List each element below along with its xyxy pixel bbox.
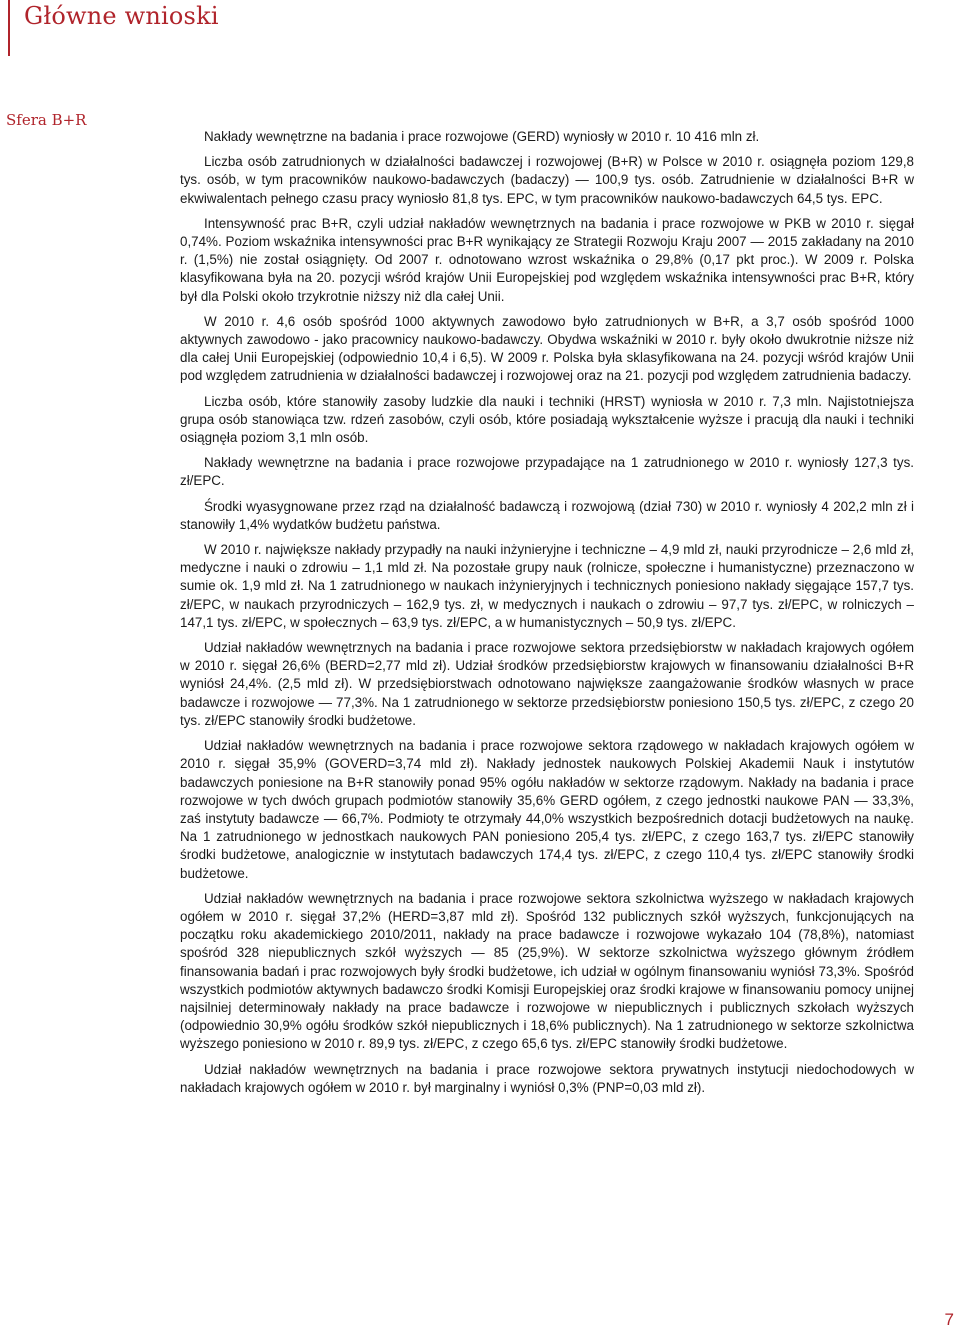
page-number: 7 <box>944 1310 954 1329</box>
body-text <box>180 128 914 1104</box>
header-rule <box>8 0 10 56</box>
paragraph-government-funds: Środki wyasygnowane przez rząd na działalność badawczą i rozwojową (dział 730) w 2010 r. wyniosły 4 202,2 mln zł i stanowiły 1,4% wydatków budżetu państwa. <box>180 498 914 532</box>
paragraph-hrst: Liczba osób, które stanowiły zasoby ludzkie dla nauki i techniki (HRST) wyniosła w 2010 r. 7,3 mln. Najistotniejsza grupa osób stanowiąca tzw. rdzeń zasobów, czyli osób, które posiadają wykształcenie wyższe i pracują dla nauki i techniki osiągnęła poziom 3,1 mln osób. <box>180 393 914 446</box>
paragraph-government-sector: Udział nakładów wewnętrznych na badania i prace rozwojowe sektora rządowego w nakładach krajowych ogółem w 2010 r. sięgał 35,9% (GOVERD=3,74 mld zł). Nakłady jednostek naukowych Polskiej Akademii Nauk i instytutów badawczych poniesione na B+R stanowiły ponad 95% ogółu nakładów w sektorze rządowym. Nakłady na badania i prace rozwojowe w tych dwóch grupach podmiotów stanowiły 35,6% GERD ogółem, z czego jednostki naukowe PAN — 33,3%, zaś instytuty badawcze — 66,7%. Podmioty te otrzymały 44,0% wszystkich bezpośrednich dotacji budżetowych na naukę. Na 1 zatrudnionego w jednostkach naukowych PAN poniesiono 205,4 tys. zł/EPC, z czego 163,7 tys. zł/EPC stanowiły środki budżetowe, analogicznie w instytutach badawczych 174,4 tys. zł/EPC, z czego 110,4 tys. zł/EPC stanowiły środki budżetowe. <box>180 738 914 881</box>
paragraph-employment: Liczba osób zatrudnionych w działalności badawczej i rozwojowej (B+R) w Polsce w 2010 r. osiągnęła poziom 129,8 tys. osób, w tym pracowników naukowo-badawczych (badaczy) — 100,9 tys. osób. Zatrudnienie w działalności B+R w ekwiwalentach pełnego czasu pracy wyniosło 81,8 tys. EPC, w tym pracowników naukowo-badawczych 64,5 tys. EPC. <box>180 154 914 206</box>
paragraph-intensity: Intensywność prac B+R, czyli udział nakładów wewnętrznych na badania i prace rozwojowe w PKB w 2010 r. sięgał 0,74%. Poziom wskaźnika intensywności prac B+R wynikający ze Strategii Rozwoju Kraju 2007 — 2015 zakładany na 2010 r. (1,5%) nie został osiągnięty. Od 2007 r. odnotowano wzrost wskaźnika o 29,8% (0,17 pkt proc.). W 2009 r. Polska klasyfikowana była na 20. pozycji wśród krajów Unii Europejskiej pod względem wskaźnika intensywności prac B+R, który był dla Polski około trzykrotnie niższy niż dla całej Unii. <box>180 215 914 304</box>
chapter-title: Główne wnioski <box>24 2 219 30</box>
paragraph-fields-of-science: W 2010 r. największe nakłady przypadły na nauki inżynieryjne i techniczne – 4,9 mld zł, nauki przyrodnicze – 2,6 mld zł, medyczne i nauki o zdrowiu – 1,1 mld zł. Na pozostałe grupy nauk (rolnicze, społeczne i humanistyczne) przeznaczono w sumie ok. 1,9 mld zł. Na 1 zatrudnionego w naukach inżynieryjnych i technicznych poniesiono nakłady sięgające 157,7 tys. zł/EPC, w naukach przyrodniczych – 162,9 tys. zł, w medycznych i naukach o zdrowiu – 97,7 tys. zł/EPC, w rolniczych – 147,1 tys. zł/EPC, w społecznych – 63,9 tys. zł/EPC, a w humanistycznych – 50,9 tys. zł/EPC. <box>180 542 914 630</box>
paragraph-per-employee: Nakłady wewnętrzne na badania i prace rozwojowe przypadające na 1 zatrudnionego w 2010 r. wyniosły 127,3 tys. zł/EPC. <box>180 455 914 489</box>
paragraph-gerd: Nakłady wewnętrzne na badania i prace rozwojowe (GERD) wyniosły w 2010 r. 10 416 mln zł. <box>204 129 760 144</box>
section-label: Sfera B+R <box>6 111 87 129</box>
paragraph-employment-ratio: W 2010 r. 4,6 osób spośród 1000 aktywnych zawodowo było zatrudnionych w B+R, a 3,7 osób spośród 1000 aktywnych zawodowo - jako pracownicy naukowo-badawczy. Obydwa wskaźniki w 2010 r. były około dwukrotnie niższe niż dla całej Unii Europejskiej (odpowiednio 10,4 i 6,5). W 2009 r. Polska była sklasyfikowana na 24. pozycji wśród krajów Unii pod względem zatrudnienia w działalności badawczej i rozwojowej oraz na 21. pozycji pod względem zatrudnienia badaczy. <box>180 313 914 384</box>
paragraph-private-nonprofit: Udział nakładów wewnętrznych na badania i prace rozwojowe sektora prywatnych instytucji niedochodowych w nakładach krajowych ogółem w 2010 r. był marginalny i wyniósł 0,3% (PNP=0,03 mld zł). <box>180 1061 914 1095</box>
paragraph-business-sector: Udział nakładów wewnętrznych na badania i prace rozwojowe sektora przedsiębiorstw w nakładach krajowych ogółem w 2010 r. sięgał 26,6% (BERD=2,77 mld zł). Udział środków przedsiębiorstw krajowych w finansowaniu działalności B+R wyniósł 24,4%. (2,5 mld zł). W przedsiębiorstwach odnotowano największe zaangażowanie środków własnych w prace badawcze i rozwojowe — 77,3%. Na 1 zatrudnionego w sektorze przedsiębiorstw poniesiono 150,5 tys. zł/EPC, z czego 20 tys. zł/EPC stanowiły środki budżetowe. <box>180 640 914 728</box>
paragraph-higher-education: Udział nakładów wewnętrznych na badania i prace rozwojowe sektora szkolnictwa wyższego w nakładach krajowych ogółem w 2010 r. sięgał 37,2% (HERD=3,87 mld zł). Spośród 132 publicznych szkół wyższych, funkcjonujących na początku roku akademickiego 2010/2011, nakłady na prace badawcze i rozwojowe wykazało 104 (78,8%), natomiast spośród 328 niepublicznych szkół wyższych — 85 (25,9%). W sektorze szkolnictwa wyższego głównym źródłem finansowania badań i prac rozwojowych były środki budżetowe, ich udział w ogólnym finansowaniu wyniósł 73,3%. Spośród wszystkich podmiotów aktywnych badawczo środki Komisji Europejskiej oraz środki krajowe w finansowaniu pomocy unijnej najsilniej determinowały nakłady na prace badawcze i rozwojowe w niepublicznych i publicznych szkołach wyższych (odpowiednio 30,9% ogółu środków szkół niepublicznych i 18,6% publicznych). Na 1 zatrudnionego w sektorze szkolnictwa wyższego poniesiono w 2010 r. 89,9 tys. zł/EPC, z czego 65,6 tys. zł/EPC stanowiły środki budżetowe. <box>180 890 914 1052</box>
